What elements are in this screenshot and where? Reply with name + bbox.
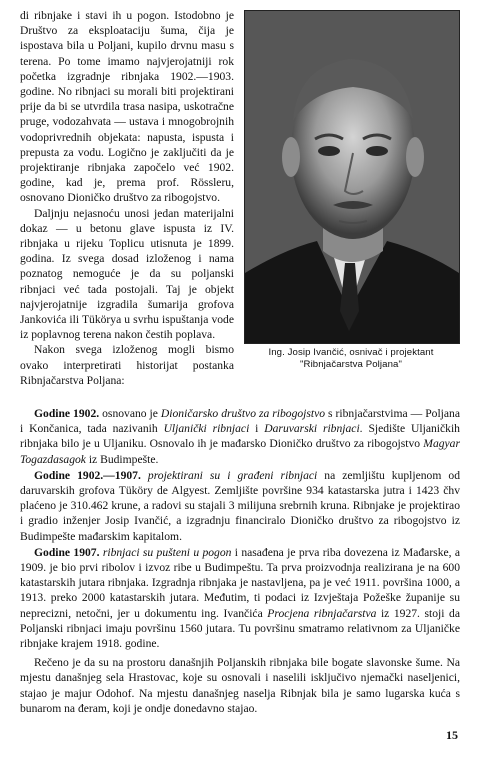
page-number: 15 <box>446 728 458 742</box>
portrait-photo <box>244 10 460 344</box>
emphasis-text: Uljanički ribnjaci <box>163 422 250 436</box>
entry-text: na zemljištu kupljenom od daruvarskih grofova Tüköry de Algyest. Zemljište površine 934 katastarska jutra i 1423 čhv plaćeno je 310.462 krune, a radovi su stajali 3 milijuna srebrnih kruna. Ribnjake je projektirao i gradio inženjer Josip Ivančić, a izgradnju financiralo Dioničko društvo za ribogojstvo iz Budimpešte mađarskim kapitalom. <box>20 468 460 543</box>
entry-text: iz Budimpešte. <box>85 452 159 466</box>
caption-line: "Ribnjačarstva Poljana" <box>300 359 402 370</box>
emphasis-text: Magyar Togazdasagok <box>20 437 460 466</box>
paragraph: Nakon svega izloženog mogli bismo ovako interpretirati historijat postanka Ribnjačarstva Poljana: <box>20 343 234 387</box>
emphasis-text: projektirani su i građeni ribnjaci <box>147 468 318 482</box>
emphasis-text: Procjena ribnjačarstva <box>267 606 377 620</box>
photo-caption <box>244 347 458 371</box>
caption-line: Ing. Josip Ivančić, osnivač i projektant <box>268 347 434 358</box>
entry-text: s ribnjačarstvima — Poljana i Končanica, tada nazivanih <box>20 407 460 436</box>
paragraph: Rečeno je da su na prostoru današnjih Poljanskih ribnjaka bile bogate slavonske šume. Na mjestu današnjeg sela Hrastovac, koje su osnovali i naselili isključivo njemački naseljenici, stajao je majur Odohof. Na mjestu današnjeg naselja Ribnjak bila je samo lugarska kuća s bunarom na đeram, koji je ondje donedavno stajao. <box>20 656 460 715</box>
entry-paragraph <box>20 545 460 651</box>
entry-text: osnovano je <box>99 407 161 420</box>
entry-year: Godine 1902. <box>34 407 100 420</box>
emphasis-text: Daruvarski ribnjaci <box>264 422 360 436</box>
entry-text: iz 1927. stoji da Poljanski ribnjaci imaju površinu 1560 jutara. Tu površinu smatramo relativnom za Uljaničke ribnjake krajem 1918. godine. <box>20 606 460 651</box>
full-width-text <box>20 406 460 716</box>
entry-year: Godine 1902.—1907. <box>34 468 141 482</box>
entry-paragraph <box>20 468 460 544</box>
paragraph: Daljnju nejasnoću unosi jedan materijalni dokaz — u betonu glave ispusta iz IV. ribnjaka u rijeku Toplicu utisnuta je 1899. godina. Iz svega dosad izloženog i nama poznatog nemoguće je da su poljanski ribnjaci već tada postojali. Taj je objekt najvjerojatnije izgradila šumarija grofova Jankovića ili Tükörya u svrhu ispuštanja vode iz poplavnog terena nakon čestih poplava. <box>20 206 234 342</box>
entry-year: Godine 1907. <box>34 545 100 559</box>
entry-text: i <box>249 422 265 436</box>
entry-paragraph <box>20 406 460 467</box>
entry-text <box>141 469 148 482</box>
left-text-column <box>20 8 234 388</box>
emphasis-text: Dioničarsko društvo za ribogojstvo <box>160 407 326 420</box>
emphasis-text: ribnjaci su pušteni u pogon <box>102 545 232 559</box>
paragraph: di ribnjake i stavi ih u pogon. Istodobno je Društvo za eksploataciju šuma, čija je ispostava bila u Poljani, kupilo drvnu masu s terena. Po tome imamo najvjerojatniji rok početka izgradnje ribnjaka 1902.—1903. godine. No ribnjaci su morali biti projektirani prije da bi se utvrdila trasa nasipa, uskotračne pruge, vodozahvata — ustava i mnogobrojnih vodoprivrednih objekata: napusta, ispusta i prepusta za vodu. Logično je zaključiti da je projektiranje ribnjaka započelo već 1902. godine, kad je, prema prof. Rössleru, osnovano Dioničko društvo za ribogojstvo. <box>20 9 234 205</box>
entry-text: . Sjedište Uljaničkih ribnjaka bilo je u Uljaniku. Osnovalo ih je mađarsko Dioničko društvo za ribogojstvo <box>20 422 460 451</box>
entry-text: i nasađena je prva riba dovezena iz Mađarske, a 1909. je bio prvi ribolov i izvoz ribe u Budimpeštu. Ta prva proizvodnja realizirana je na 600 katastarskih jutara ribnjaka. Izgradnja ribnjaka je nastavljena, pa je već 1911. površina 1000, a 1913. preko 2000 katastarskih jutara. Međutim, ti podaci iz Izvještaja Požeške županije su neprecizni, netočni, jer u dokumentu ing. Ivančića <box>20 545 461 620</box>
